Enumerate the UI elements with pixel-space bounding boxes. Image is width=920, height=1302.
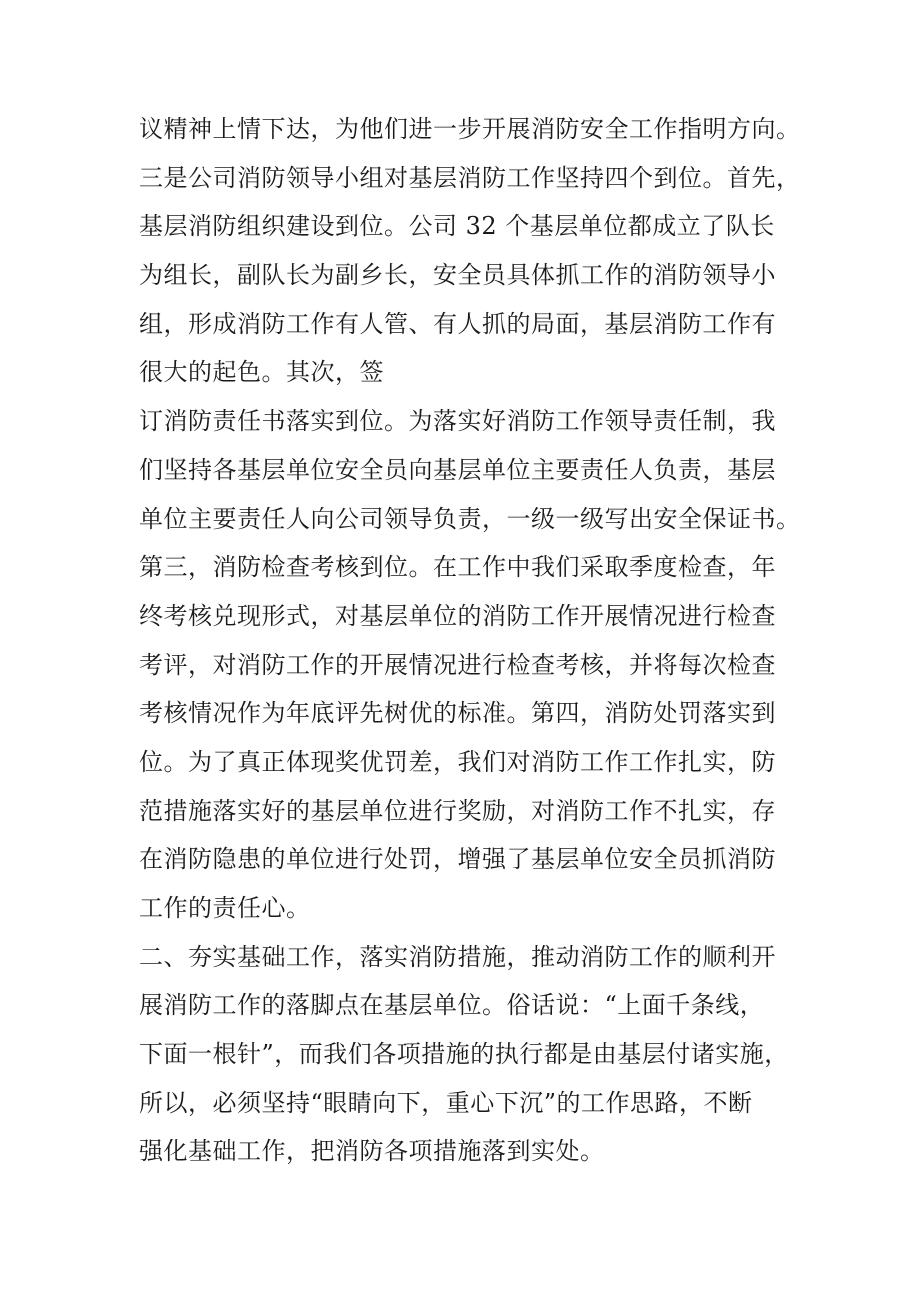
text-line: 订消防责任书落实到位。为落实好消防工作领导责任制，我 [139,407,776,436]
text-line: 强化基础工作，把消防各项措施落到实处。 [139,1137,605,1166]
text-line: 在消防隐患的单位进行处罚，增强了基层单位安全员抓消防 [139,845,776,874]
text-line: 三是公司消防领导小组对基层消防工作坚持四个到位。首先， [139,163,801,192]
text-line: 单位主要责任人向公司领导负责，一级一级写出安全保证书。 [139,504,801,533]
text-line: 们坚持各基层单位安全员向基层单位主要责任人负责，基层 [139,455,776,484]
text-line: 为组长，副队长为副乡长，安全员具体抓工作的消防领导小 [139,261,776,290]
text-line: 终考核兑现形式，对基层单位的消防工作开展情况进行检查 [139,601,776,630]
text-line: 工作的责任心。 [139,894,311,922]
text-line: 组，形成消防工作有人管、有人抓的局面，基层消防工作有 [139,309,776,338]
text-line: 议精神上情下达，为他们进一步开展消防安全工作指明方向。 [139,115,801,143]
text-line: 二、夯实基础工作，落实消防措施，推动消防工作的顺利开 [139,942,776,971]
text-line: 很大的起色。其次，签 [139,358,384,387]
text-line: 考评，对消防工作的开展情况进行检查考核，并将每次检查 [139,650,776,679]
text-line: 考核情况作为年底评先树优的标准。第四，消防处罚落实到 [139,699,776,728]
text-line: 位。为了真正体现奖优罚差，我们对消防工作工作扎实，防 [139,747,776,776]
text-line: 下面一根针”，而我们各项措施的执行都是由基层付诸实施， [139,1040,789,1069]
text-line: 所以，必须坚持“眼睛向下，重心下沉”的工作思路，不断 [139,1088,753,1117]
text-line: 范措施落实好的基层单位进行奖励，对消防工作不扎实，存 [139,796,776,825]
text-line: 基层消防组织建设到位。公司 32 个基层单位都成立了队长 [139,212,775,241]
text-line: 第三，消防检查考核到位。在工作中我们采取季度检查，年 [139,553,776,582]
text-line: 展消防工作的落脚点在基层单位。俗话说：“上面千条线， [139,991,765,1020]
body-text [139,105,819,1176]
